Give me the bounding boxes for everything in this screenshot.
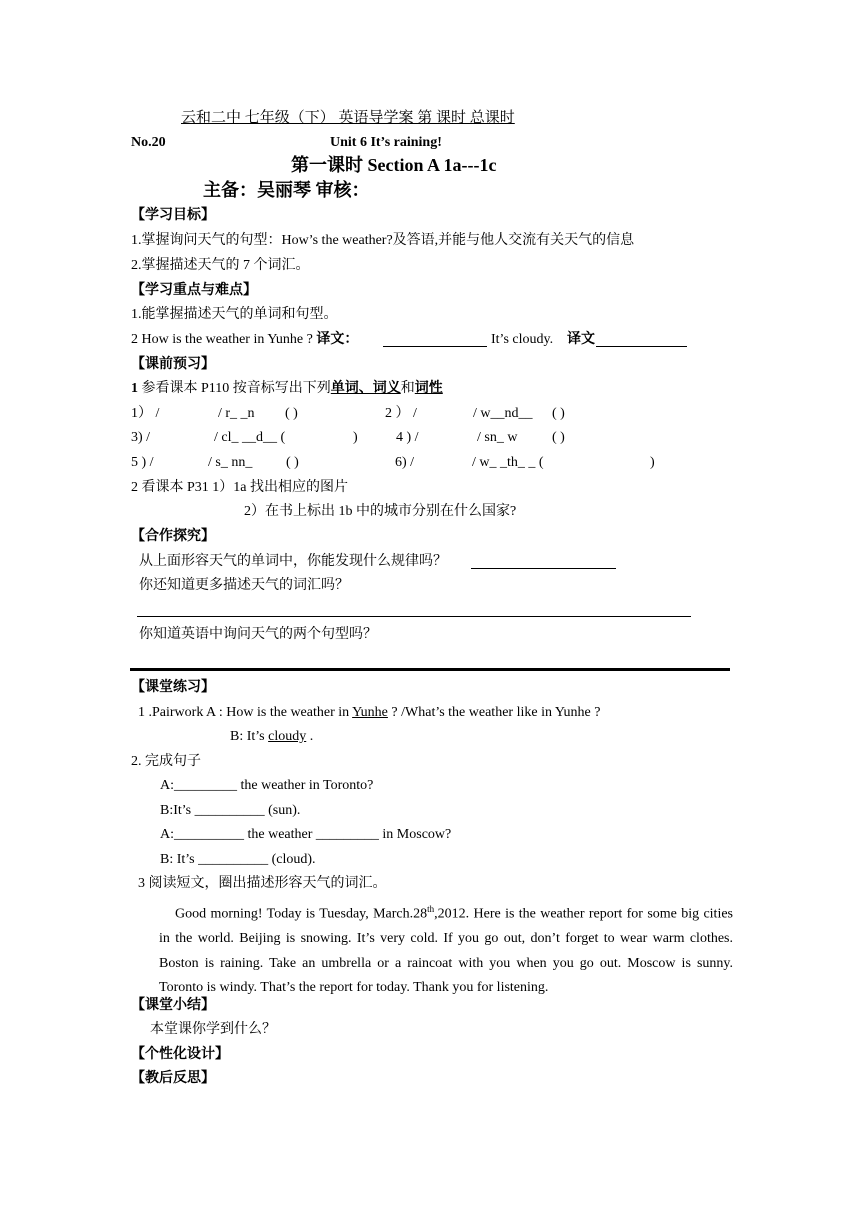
section-practice-title: 【课堂练习】 <box>131 680 215 695</box>
key-2-question: 2 How is the weather in Yunhe ? <box>131 332 313 347</box>
word-5-paren: ( ) <box>286 455 299 470</box>
practice-1-text: 1 .Pairwork A : How is the weather in <box>138 705 353 720</box>
blank-line[interactable] <box>137 616 691 617</box>
section-divider <box>130 668 730 671</box>
passage-part-1: Good morning! Today is Tuesday, March.28 <box>175 906 428 922</box>
preview-1-underline-2: 词性 <box>414 381 443 396</box>
practice-3: 3 阅读短文，圈出描述形容天气的词汇。 <box>138 876 387 891</box>
preview-2b: 2）在书上标出 1b 中的城市分别在什么国家? <box>244 504 517 519</box>
word-2-phonetic: / w__nd__ <box>473 406 533 421</box>
section-design-title: 【个性化设计】 <box>131 1047 229 1062</box>
word-5-num: 5 ) / <box>131 455 154 470</box>
preview-1-text: 参看课本 P110 按音标写出下列 <box>138 381 331 396</box>
goal-1: 1.掌握询问天气的句型：How’s the weather?及答语,并能与他人交流有关天气的信息 <box>131 233 635 248</box>
section-reflect-title: 【教后反思】 <box>131 1071 215 1086</box>
word-1-paren: ( ) <box>285 406 298 421</box>
blank-line[interactable] <box>596 346 687 347</box>
reading-passage <box>159 897 733 1001</box>
blank-line[interactable] <box>471 568 616 569</box>
practice-2-line-2: B:It’s __________ (sun). <box>160 803 301 818</box>
practice-1-underline: Yunhe <box>352 705 388 720</box>
preview-1-underline-1: 单词、词义 <box>330 381 401 396</box>
key-1: 1.能掌握描述天气的单词和句型。 <box>131 307 338 322</box>
word-3-num: 3) / <box>131 430 151 445</box>
word-3-phonetic: / cl_ __d__ ( <box>214 430 286 445</box>
word-6-num: 6) / <box>395 455 415 470</box>
preview-2a: 2 看课本 P31 1）1a 找出相应的图片 <box>131 480 348 495</box>
key-2-translate-label-2: 译文 <box>567 332 595 347</box>
word-4-num: 4 ) / <box>396 430 419 445</box>
key-2 <box>131 331 358 349</box>
word-2-num: 2 ） / <box>385 406 417 421</box>
practice-1b-underline: cloudy <box>268 729 307 744</box>
key-2-answer: It’s cloudy. <box>491 332 554 347</box>
practice-1b-text: B: It’s <box>230 729 269 744</box>
practice-2-line-4: B: It’s __________ (cloud). <box>160 852 316 867</box>
key-2-translate-label: 译文： <box>316 332 359 347</box>
word-6-phonetic: / w_ _th_ _ ( <box>472 455 544 470</box>
page-title: 云和二中 七年级（下） 英语导学案 第 课时 总课时 <box>181 110 515 126</box>
word-3-paren: ) <box>353 430 358 445</box>
section-preview-title: 【课前预习】 <box>131 357 215 372</box>
practice-2-line-3: A:__________ the weather _________ in Moscow? <box>160 827 452 842</box>
section-goals-title: 【学习目标】 <box>131 208 215 223</box>
preview-1 <box>131 380 443 398</box>
practice-1b <box>230 728 313 746</box>
goal-2: 2.掌握描述天气的 7 个词汇。 <box>131 258 310 273</box>
passage-part-2: ,2012. Here is the weather report for some big cities in the world. Beijing is snowing. It’s very cold. If you go out, don’t forget to wear warm clothes. Boston is raining. Take an umbrella or a raincoat with you when you go out. Moscow is sunny. Toronto is windy. That’s the report for today. Thank you for listening. <box>159 906 733 996</box>
unit-title: Unit 6 It’s raining! <box>330 135 442 150</box>
section-key-title: 【学习重点与难点】 <box>131 283 257 298</box>
word-1-phonetic: / r_ _n <box>218 406 255 421</box>
doc-number: No.20 <box>131 135 166 150</box>
passage-sup: th <box>427 904 435 914</box>
word-1-num: 1） / <box>131 406 160 421</box>
word-6-paren: ) <box>650 455 655 470</box>
word-4-paren: ( ) <box>552 430 565 445</box>
word-4-phonetic: / sn_ w <box>477 430 518 445</box>
practice-2: 2. 完成句子 <box>131 754 201 769</box>
practice-1 <box>138 704 600 722</box>
coop-3: 你知道英语中询问天气的两个句型吗？ <box>139 627 377 642</box>
coop-1: 从上面形容天气的单词中，你能发现什么规律吗？ <box>139 554 447 569</box>
authors-line: 主备：吴丽琴 审核： <box>203 180 370 200</box>
preview-1-num: 1 <box>131 381 138 396</box>
practice-2-line-1: A:_________ the weather in Toronto? <box>160 778 374 793</box>
word-5-phonetic: / s_ nn_ <box>208 455 253 470</box>
section-coop-title: 【合作探究】 <box>131 529 215 544</box>
summary-1: 本堂课你学到什么？ <box>150 1022 276 1037</box>
word-2-paren: ( ) <box>552 406 565 421</box>
preview-1-and: 和 <box>400 381 415 396</box>
lesson-title: 第一课时 Section A 1a---1c <box>291 155 497 175</box>
practice-1b-end: . <box>306 729 314 744</box>
section-summary-title: 【课堂小结】 <box>131 998 215 1013</box>
coop-2: 你还知道更多描述天气的词汇吗？ <box>139 578 349 593</box>
blank-line[interactable] <box>383 346 487 347</box>
practice-1-text-2: ? /What’s the weather like in Yunhe ? <box>387 705 601 720</box>
